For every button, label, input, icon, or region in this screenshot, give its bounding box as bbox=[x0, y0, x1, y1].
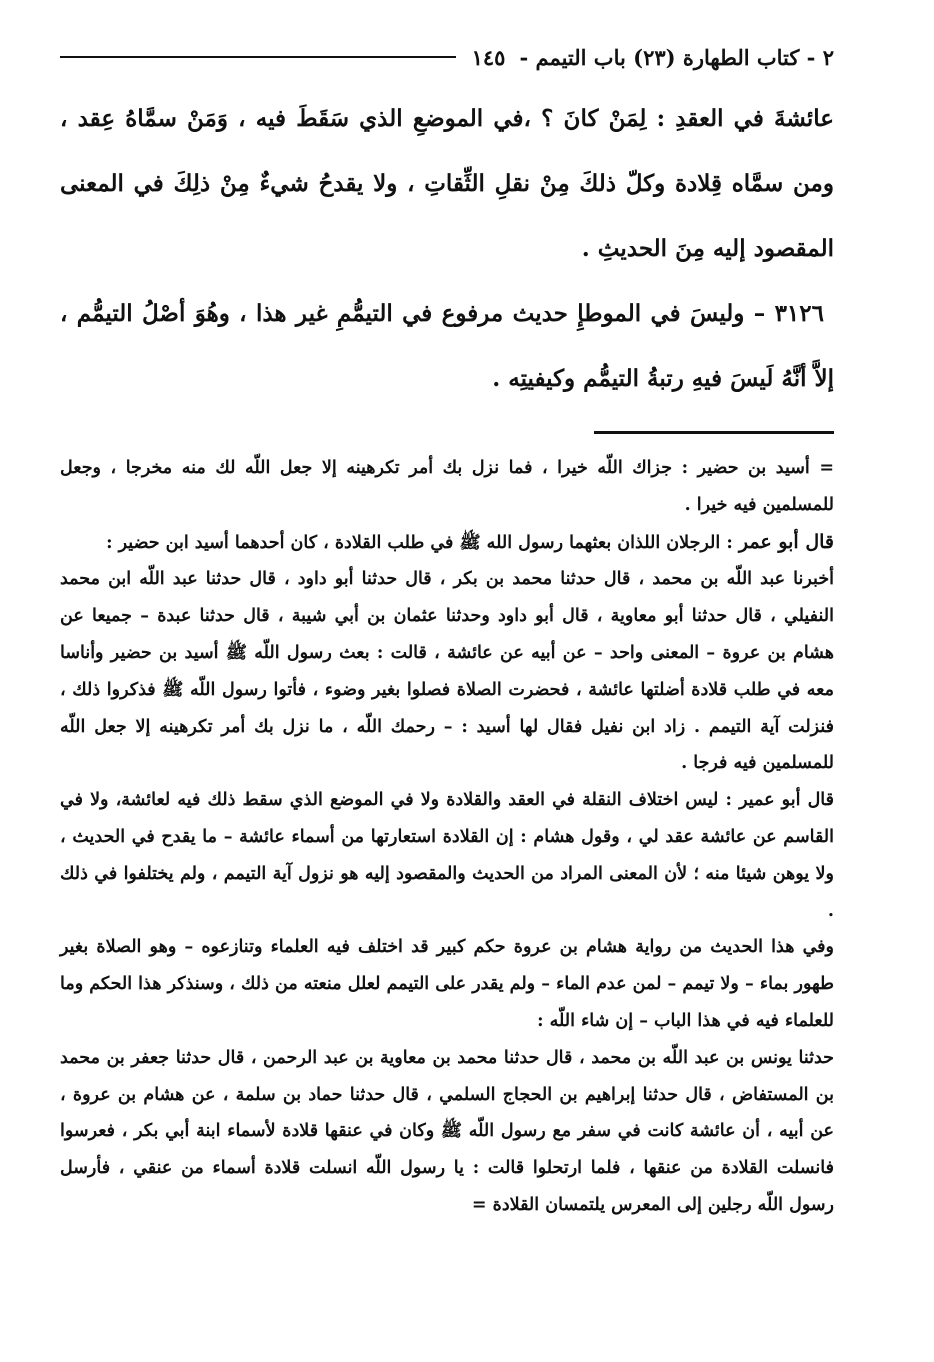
page-number: ١٤٥ bbox=[471, 44, 506, 70]
footnotes bbox=[60, 450, 834, 1224]
page-header bbox=[60, 40, 834, 74]
footnote-paragraph-1: = أسيد بن حضير : جزاك اللّه خيرا ، فما نزل بك أمر تكرهينه إلا جعل اللّه لك منه مخرجا ، وجعل للمسلمين فيه خيرا . bbox=[60, 458, 834, 515]
footnote-paragraph-4: قال أبو عمير : ليس اختلاف النقلة في العقد والقلادة ولا في الموضع الذي سقط ذلك فيه لعائشة، ولا في القاسم عن عائشة عقد لي ، وقول هشام : إن القلادة استعارتها من أسماء عائشة – ما يقدح في الحديث ، ولا يوهن شيئا منه ؛ لأن المعنى المراد من الحديث والمقصود إليه هو نزول آية التيمم ، ولم يختلفوا في ذلك . bbox=[60, 790, 834, 921]
main-text bbox=[60, 86, 834, 411]
footnote-paragraph-6: حدثنا يونس بن عبد اللّه بن محمد ، قال حدثنا محمد بن معاوية بن عبد الرحمن ، قال حدثنا جعفر بن محمد بن المستفاض ، قال حدثنا إبراهيم بن الحجاج السلمي ، قال حدثنا حماد بن سلمة ، عن هشام بن عروة ، عن أبيه ، أن عائشة كانت في سفر مع رسول اللّه ﷺ وكان في عنقها قلادة لأسماء ابنة أبي بكر ، فعرسوا فانسلت القلادة من عنقها ، فلما ارتحلوا قالت : يا رسول اللّه انسلت قلادة أسماء من عنقي ، فأرسل رسول اللّه رجلين إلى المعرس يلتمسان القلادة = bbox=[60, 1047, 834, 1215]
footnote-paragraph-3: أخبرنا عبد اللّه بن محمد ، قال حدثنا محمد بن بكر ، قال حدثنا أبو داود ، قال حدثنا عبد اللّه ابن محمد النفيلي ، قال حدثنا أبو معاوية ، قال أبو داود وحدثنا عثمان بن أبي شيبة ، قال حدثنا عبدة – جميعا عن هشام بن عروة – المعنى واحد – عن أبيه عن عائشة ، قالت : بعث رسول اللّه ﷺ أسيد بن حضير وأناسا معه في طلب قلادة أضلتها عائشة ، فحضرت الصلاة فصلوا بغير وضوء ، فأتوا رسول اللّه ﷺ فذكروا ذلك ، فنزلت آية التيمم . زاد ابن نفيل فقال لها أسيد : – رحمك اللّه ، ما نزل بك أمر تكرهينه إلا جعل اللّه للمسلمين فيه فرجا . bbox=[60, 569, 834, 774]
footnote-paragraph-2 bbox=[60, 524, 834, 562]
footnote-paragraph-5: وفي هذا الحديث من رواية هشام بن عروة حكم كبير قد اختلف فيه العلماء وتنازعوه – وهو الصلاة بغير طهور بماء – ولا تيمم – لمن عدم الماء – ولم يقدر على التيمم لعلل منعته من ذلك ، وسنذكر هذا الحكم وما للعلماء فيه في هذا الباب – إن شاء اللّه : bbox=[60, 937, 834, 1031]
header-rule bbox=[60, 56, 456, 58]
main-paragraph-2: ٣١٢٦ – وليسَ في الموطإِ حديث مرفوع في التيمُّمِ غير هذا ، وهُوَ أصْلُ التيمُّم ، إلاَّ أنَّهُ لَيسَ فيهِ رتبةُ التيمُّم وكيفيتِه . bbox=[60, 300, 834, 392]
footnote-label-abu-omar: قال أبو عمر bbox=[738, 530, 834, 553]
footnote-paragraph-2-text: : الرجلان اللذان بعثهما رسول الله ﷺ في طلب القلادة ، كان أحدهما أسيد ابن حضير : bbox=[106, 532, 733, 553]
running-title: ٢ - كتاب الطهارة (٢٣) باب التيمم - bbox=[519, 44, 834, 70]
footnote-divider bbox=[594, 431, 834, 434]
main-paragraph-1: عائشةَ في العقدِ : لِمَنْ كانَ ؟ ،في الموضعِ الذي سَقَطَ فيه ، وَمَنْ سمَّاهُ عِقد ، ومن سمَّاه قِلادة وكلّ ذلكَ مِنْ نقلِ الثِّقاتِ ، ولا يقدحُ شيءٌ مِنْ ذلِكَ في المعنى المقصود إليه مِنَ الحديثِ . bbox=[60, 105, 834, 262]
